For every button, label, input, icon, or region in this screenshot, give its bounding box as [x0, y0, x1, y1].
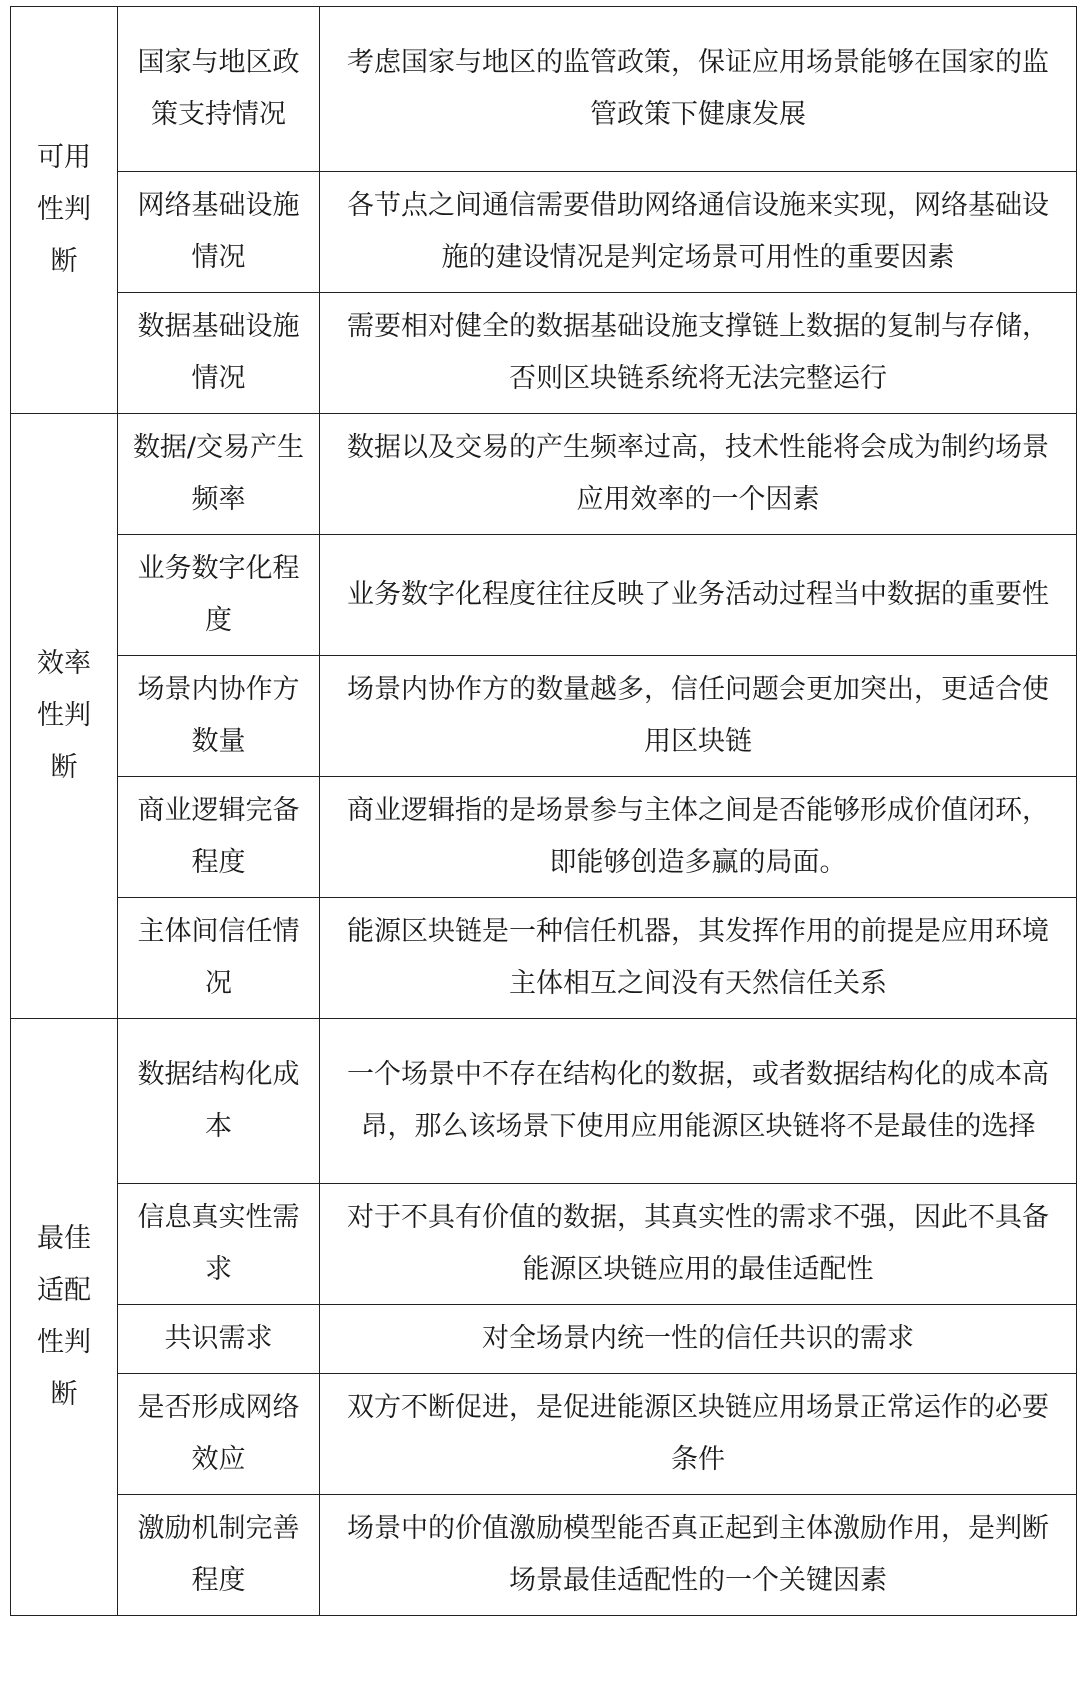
- description-cell: 一个场景中不存在结构化的数据，或者数据结构化的成本高昂，那么该场景下使用应用能源区块链将不是最佳的选择: [320, 1019, 1077, 1184]
- table-row: [11, 1495, 1077, 1616]
- description-cell: 各节点之间通信需要借助网络通信设施来实现，网络基础设施的建设情况是判定场景可用性的重要因素: [320, 172, 1077, 293]
- factor-cell: 国家与地区政策支持情况: [118, 7, 320, 172]
- table-row: [11, 172, 1077, 293]
- table-row: [11, 777, 1077, 898]
- factor-cell: 业务数字化程度: [118, 535, 320, 656]
- factor-cell: 数据基础设施情况: [118, 293, 320, 414]
- table-row: [11, 1374, 1077, 1495]
- description-cell: 对于不具有价值的数据，其真实性的需求不强，因此不具备能源区块链应用的最佳适配性: [320, 1184, 1077, 1305]
- table-row: [11, 1184, 1077, 1305]
- table-row: [11, 7, 1077, 172]
- description-cell: 场景内协作方的数量越多，信任问题会更加突出，更适合使用区块链: [320, 656, 1077, 777]
- description-cell: 商业逻辑指的是场景参与主体之间是否能够形成价值闭环，即能够创造多赢的局面。: [320, 777, 1077, 898]
- table-row: [11, 414, 1077, 535]
- description-cell: 双方不断促进，是促进能源区块链应用场景正常运作的必要条件: [320, 1374, 1077, 1495]
- description-cell: 考虑国家与地区的监管政策，保证应用场景能够在国家的监管政策下健康发展: [320, 7, 1077, 172]
- table-row: [11, 1305, 1077, 1374]
- table-row: [11, 1019, 1077, 1184]
- category-cell: 效率性判断: [11, 414, 118, 1019]
- description-cell: 场景中的价值激励模型能否真正起到主体激励作用，是判断场景最佳适配性的一个关键因素: [320, 1495, 1077, 1616]
- table-row: [11, 293, 1077, 414]
- factor-cell: 共识需求: [118, 1305, 320, 1374]
- factor-cell: 数据/交易产生频率: [118, 414, 320, 535]
- factor-cell: 激励机制完善程度: [118, 1495, 320, 1616]
- factor-cell: 商业逻辑完备程度: [118, 777, 320, 898]
- description-cell: 业务数字化程度往往反映了业务活动过程当中数据的重要性: [320, 535, 1077, 656]
- description-cell: 需要相对健全的数据基础设施支撑链上数据的复制与存储，否则区块链系统将无法完整运行: [320, 293, 1077, 414]
- factor-cell: 是否形成网络效应: [118, 1374, 320, 1495]
- factor-cell: 数据结构化成本: [118, 1019, 320, 1184]
- factor-cell: 场景内协作方数量: [118, 656, 320, 777]
- factor-cell: 信息真实性需求: [118, 1184, 320, 1305]
- category-cell: 可用性判断: [11, 7, 118, 414]
- factor-cell: 主体间信任情况: [118, 898, 320, 1019]
- factor-cell: 网络基础设施情况: [118, 172, 320, 293]
- evaluation-table: [10, 6, 1077, 1616]
- category-cell: 最佳适配性判断: [11, 1019, 118, 1616]
- table-row: [11, 898, 1077, 1019]
- description-cell: 能源区块链是一种信任机器，其发挥作用的前提是应用环境主体相互之间没有天然信任关系: [320, 898, 1077, 1019]
- table-row: [11, 535, 1077, 656]
- description-cell: 对全场景内统一性的信任共识的需求: [320, 1305, 1077, 1374]
- table-row: [11, 656, 1077, 777]
- description-cell: 数据以及交易的产生频率过高，技术性能将会成为制约场景应用效率的一个因素: [320, 414, 1077, 535]
